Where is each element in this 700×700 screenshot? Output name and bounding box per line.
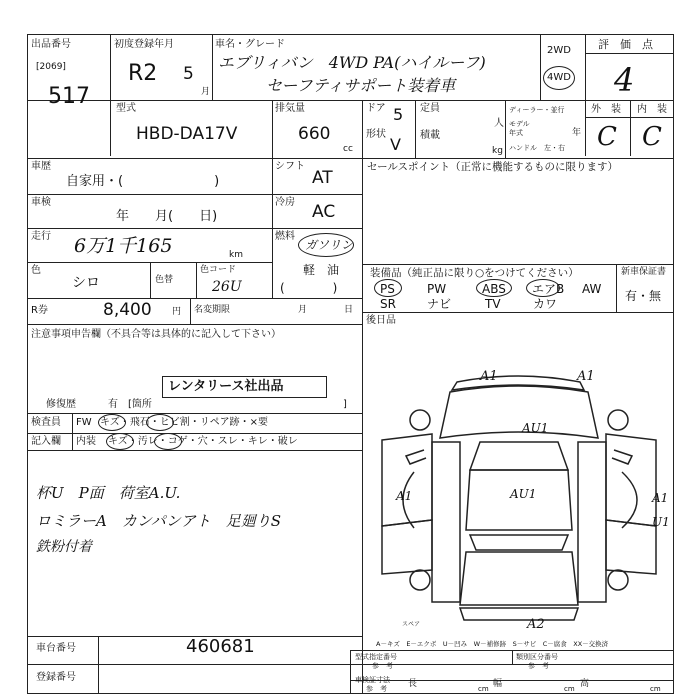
- chassis-value: 460681: [186, 636, 255, 657]
- rear-left-wheel: [410, 570, 430, 590]
- equip-aw: AW: [582, 282, 602, 296]
- color-change-label: 色替: [155, 275, 174, 285]
- rear-hatch: [460, 552, 578, 605]
- inspector-label2: 記入欄: [31, 436, 61, 447]
- mark-roof: AU1: [510, 487, 537, 501]
- left-body: [432, 442, 460, 602]
- left-mirror: [406, 450, 426, 464]
- repair-label: 修復歴: [46, 399, 76, 410]
- equip-abs-circle: [476, 279, 512, 297]
- load-label: 積載: [420, 130, 440, 141]
- dealer-label: ディーラー・並行: [509, 106, 565, 114]
- height-unit: cm: [650, 685, 661, 693]
- history-label: 車歴: [31, 161, 51, 172]
- front-left-wheel: [410, 410, 430, 430]
- mileage-label: 走行: [31, 231, 51, 242]
- displacement-label: 排気量: [275, 103, 305, 114]
- equip-tv: TV: [485, 297, 501, 311]
- car-name-line2: セーフティサポート装着車: [266, 76, 456, 95]
- cooling-value: AC: [312, 202, 336, 222]
- inspector-int-marks: キズ・汚レ・コゲ・穴・スレ・キレ・破レ: [108, 436, 298, 447]
- equip-ps: PS: [380, 282, 395, 296]
- grade-value: 4: [614, 61, 635, 99]
- equip-pw: PW: [427, 282, 447, 296]
- rear-bumper: [460, 608, 578, 620]
- sales-label: セールスポイント（正常に機能するものに限ります）: [367, 161, 619, 173]
- ext-scratch-circle: [98, 414, 126, 431]
- ext-chip-circle: [146, 414, 174, 431]
- drive-2wd: 2WD: [547, 45, 571, 56]
- new-warranty-value: 有・無: [625, 289, 662, 303]
- new-warranty-label: 新車保証書: [621, 267, 667, 277]
- fuel-diesel: 軽 油: [303, 263, 340, 277]
- year-unit: 年: [572, 128, 582, 138]
- mark-right-rear: U1: [652, 515, 670, 529]
- price-value: 8,400: [103, 300, 152, 320]
- price-unit: 円: [172, 307, 182, 317]
- equip-navi: ナビ: [427, 297, 452, 311]
- inspector-fw: FW: [76, 417, 92, 428]
- mark-rear: A2: [527, 617, 545, 632]
- mark-left-side: A1: [396, 489, 413, 503]
- width-label: 幅: [493, 679, 503, 689]
- shape-label: 形状: [366, 129, 386, 140]
- front-right-wheel: [608, 410, 628, 430]
- door-value: 5: [393, 105, 404, 124]
- right-front-door: [606, 434, 656, 526]
- color-code-label: 色コード: [200, 265, 237, 275]
- hood: [440, 386, 598, 438]
- lot-number: 517: [48, 84, 90, 109]
- mileage-value: 6万1千165: [74, 235, 173, 257]
- rental-stamp: レンタリース社出品: [168, 379, 284, 394]
- reg-month: 5: [183, 64, 194, 84]
- repair-bracket: ]: [343, 399, 347, 410]
- car-name-label: 車名・グレード: [215, 39, 285, 50]
- price-label: R券: [31, 305, 48, 316]
- color-value: シロ: [72, 275, 100, 291]
- equip-ps-circle: [374, 279, 402, 297]
- shift-value: AT: [312, 168, 333, 188]
- ext-label: 外 装: [591, 104, 621, 115]
- cooling-label: 冷房: [275, 197, 295, 208]
- displacement-value: 660: [298, 124, 331, 144]
- handwritten-line1: 杯U P面 荷室A.U.: [36, 484, 181, 502]
- diagram-legend: A－キズ E－エクボ U－凹み W－補修跡 S－サビ C－腐食 XX－交換済: [376, 640, 609, 648]
- height-label: 高: [580, 679, 590, 689]
- capacity-unit: 人: [494, 118, 504, 129]
- inspector-label1: 検査員: [31, 417, 61, 428]
- door-label: ドア: [366, 103, 386, 114]
- history-value: 自家用・( ): [66, 174, 220, 189]
- int-label: 内 装: [637, 104, 667, 115]
- mark-front-left: A1: [480, 369, 498, 384]
- equip-leather: カワ: [533, 297, 558, 311]
- repair-value: 有 [箇所: [108, 399, 152, 410]
- grade-label: 評 価 点: [598, 38, 653, 51]
- width-unit: cm: [564, 685, 575, 693]
- handle-label: ハンドル 左・右: [509, 144, 565, 152]
- shape-value: V: [390, 135, 401, 154]
- model-label: 型式: [116, 103, 136, 114]
- ext-value: C: [597, 122, 617, 152]
- equip-abs: ABS: [482, 282, 506, 296]
- color-code-value: 26U: [212, 279, 242, 295]
- cert-ref: 参 考: [372, 662, 393, 670]
- inspection-value: 年 月( 日): [116, 209, 218, 224]
- equip-airbag: エアB: [532, 282, 565, 296]
- color-paren: ( ): [280, 281, 338, 295]
- spare-label: スペア: [402, 621, 421, 628]
- fuel-gas: ガソリン: [305, 238, 354, 252]
- load-unit: kg: [492, 146, 503, 156]
- expiry-day: 日: [344, 305, 354, 315]
- right-scratch-mark: [622, 472, 637, 528]
- right-mirror: [612, 450, 632, 464]
- reg-era: R2: [128, 61, 158, 86]
- reg-label: 初度登録年月: [114, 39, 174, 50]
- class-ref: 参 考: [528, 662, 549, 670]
- capacity-label: 定員: [420, 103, 440, 114]
- length-label: 長: [408, 679, 418, 689]
- windshield: [470, 442, 568, 470]
- year-label: 年式: [509, 129, 523, 137]
- handwritten-line3: 鉄粉付着: [36, 539, 92, 555]
- class-label: 類別区分番号: [516, 653, 558, 661]
- model-value: HBD-DA17V: [136, 124, 238, 144]
- dims-ref: 参 考: [366, 685, 387, 693]
- inspection-label: 車検: [31, 197, 51, 208]
- left-rear-panel: [382, 520, 432, 574]
- mark-hood: AU1: [522, 421, 549, 435]
- inspector-ext-marks: キズ・飛石・ヒビ割・リペア跡・×要: [100, 417, 268, 428]
- int-scratch-circle: [106, 433, 134, 450]
- rear-right-wheel: [608, 570, 628, 590]
- registration-label: 登録番号: [36, 672, 76, 683]
- lot-label: 出品番号: [31, 39, 71, 50]
- mileage-unit: km: [229, 250, 243, 260]
- notes-label: 注意事項申告欄（不具合等は具体的に記入して下さい）: [31, 329, 281, 340]
- int-value: C: [642, 122, 662, 152]
- expiry-label: 名変期限: [194, 305, 231, 315]
- displacement-unit: cc: [343, 144, 353, 154]
- dims-label: 車検証寸法: [355, 676, 390, 684]
- equip-airbag-circle: [526, 279, 560, 297]
- int-stain-circle: [154, 433, 182, 450]
- chassis-label: 車台番号: [36, 643, 76, 654]
- lot-small: [2069]: [36, 62, 66, 72]
- mark-right-side: A1: [652, 491, 669, 505]
- drive-4wd: 4WD: [547, 72, 571, 83]
- fuel-label: 燃料: [275, 231, 295, 242]
- handwritten-line2: ロミラーA カンパンアト 足廻りS: [36, 512, 282, 530]
- shift-label: シフト: [275, 161, 305, 172]
- modelyear-label: モデル: [509, 120, 530, 128]
- color-label: 色: [31, 265, 41, 276]
- equip-sr: SR: [380, 297, 396, 311]
- expiry-month: 月: [298, 305, 308, 315]
- rear-window: [470, 535, 568, 550]
- rear-label: 後日品: [366, 315, 396, 326]
- right-body: [578, 442, 606, 602]
- equipment-label: 装備品（純正品に限り○をつけてください）: [370, 267, 579, 279]
- right-rear-panel: [606, 520, 656, 574]
- car-name-line1: エブリィバン 4WD PA(ハイルーフ): [218, 53, 486, 72]
- inspector-int-label: 内装: [76, 436, 96, 447]
- left-front-door: [382, 434, 432, 526]
- reg-month-unit: 月: [201, 87, 211, 97]
- mark-front-right: A1: [577, 369, 595, 384]
- car-damage-diagram: [362, 330, 674, 635]
- length-unit: cm: [478, 685, 489, 693]
- cert-label: 型式指定番号: [355, 653, 397, 661]
